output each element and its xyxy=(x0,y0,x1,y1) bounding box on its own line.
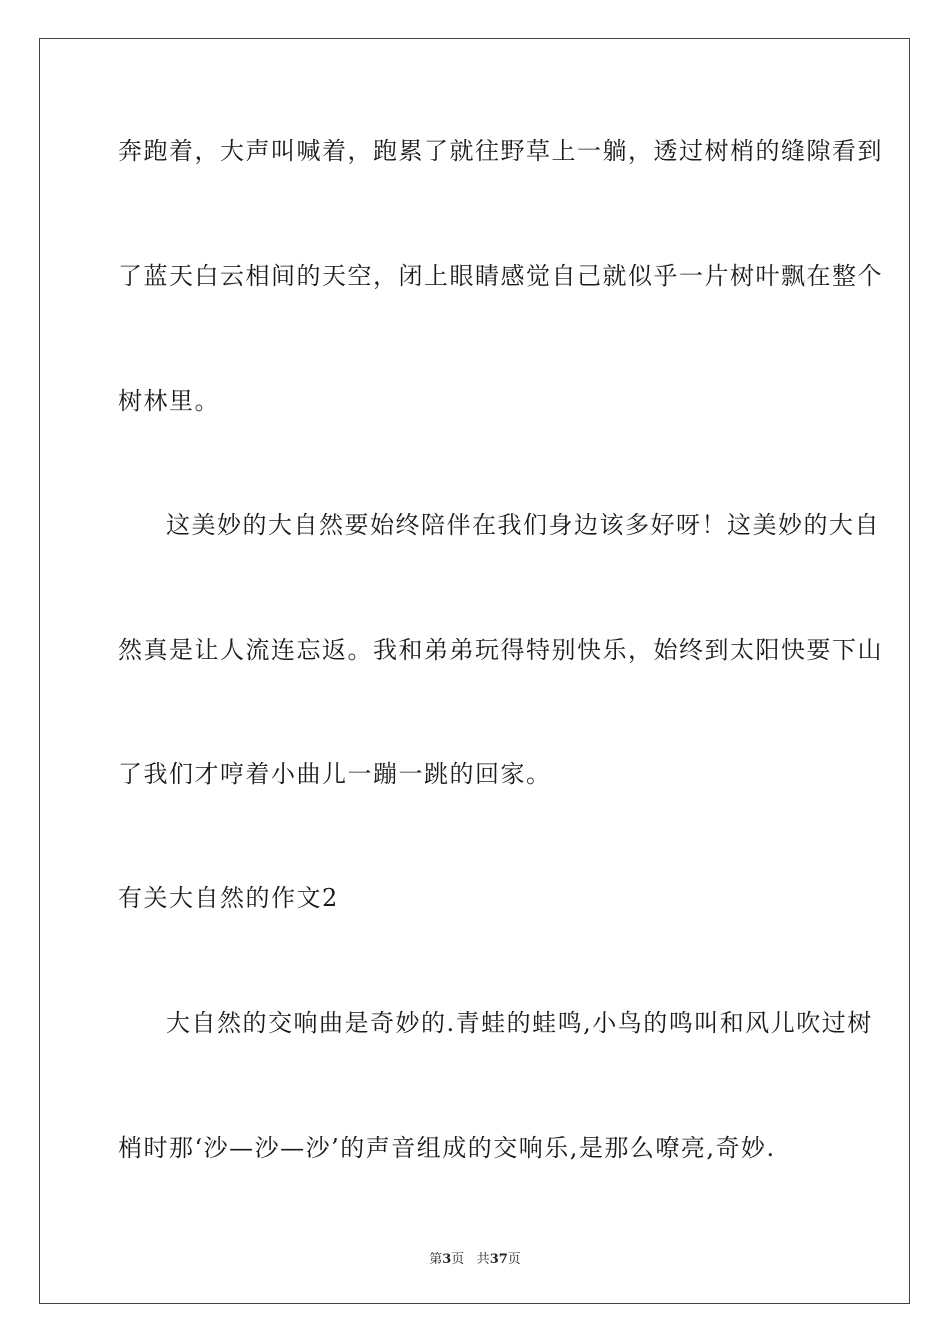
page-number: 3 xyxy=(442,1252,452,1267)
paragraph-line-5: 然真是让人流连忘返。我和弟弟玩得特别快乐，始终到太阳快要下山 xyxy=(118,636,883,664)
paragraph-line-8: 梢时那‘沙—沙—沙’的声音组成的交响乐,是那么嘹亮,奇妙. xyxy=(118,1134,776,1162)
page-footer xyxy=(0,1248,950,1267)
section-heading: 有关大自然的作文2 xyxy=(118,884,339,912)
paragraph-line-3: 树林里。 xyxy=(118,387,220,415)
page-suffix: 页 xyxy=(451,1252,465,1267)
total-suffix: 页 xyxy=(507,1252,521,1267)
total-pages: 37 xyxy=(489,1252,508,1267)
page-prefix: 第 xyxy=(429,1252,443,1267)
paragraph-line-4: 这美妙的大自然要始终陪伴在我们身边该多好呀！这美妙的大自 xyxy=(166,511,880,539)
paragraph-line-2: 了蓝天白云相间的天空，闭上眼睛感觉自己就似乎一片树叶飘在整个 xyxy=(118,262,883,290)
page-border xyxy=(39,38,910,1304)
paragraph-line-7: 大自然的交响曲是奇妙的.青蛙的蛙鸣,小鸟的鸣叫和风儿吹过树 xyxy=(166,1009,873,1037)
paragraph-line-1: 奔跑着，大声叫喊着，跑累了就往野草上一躺，透过树梢的缝隙看到 xyxy=(118,137,883,165)
total-prefix: 共 xyxy=(476,1252,490,1267)
paragraph-line-6: 了我们才哼着小曲儿一蹦一跳的回家。 xyxy=(118,760,552,788)
